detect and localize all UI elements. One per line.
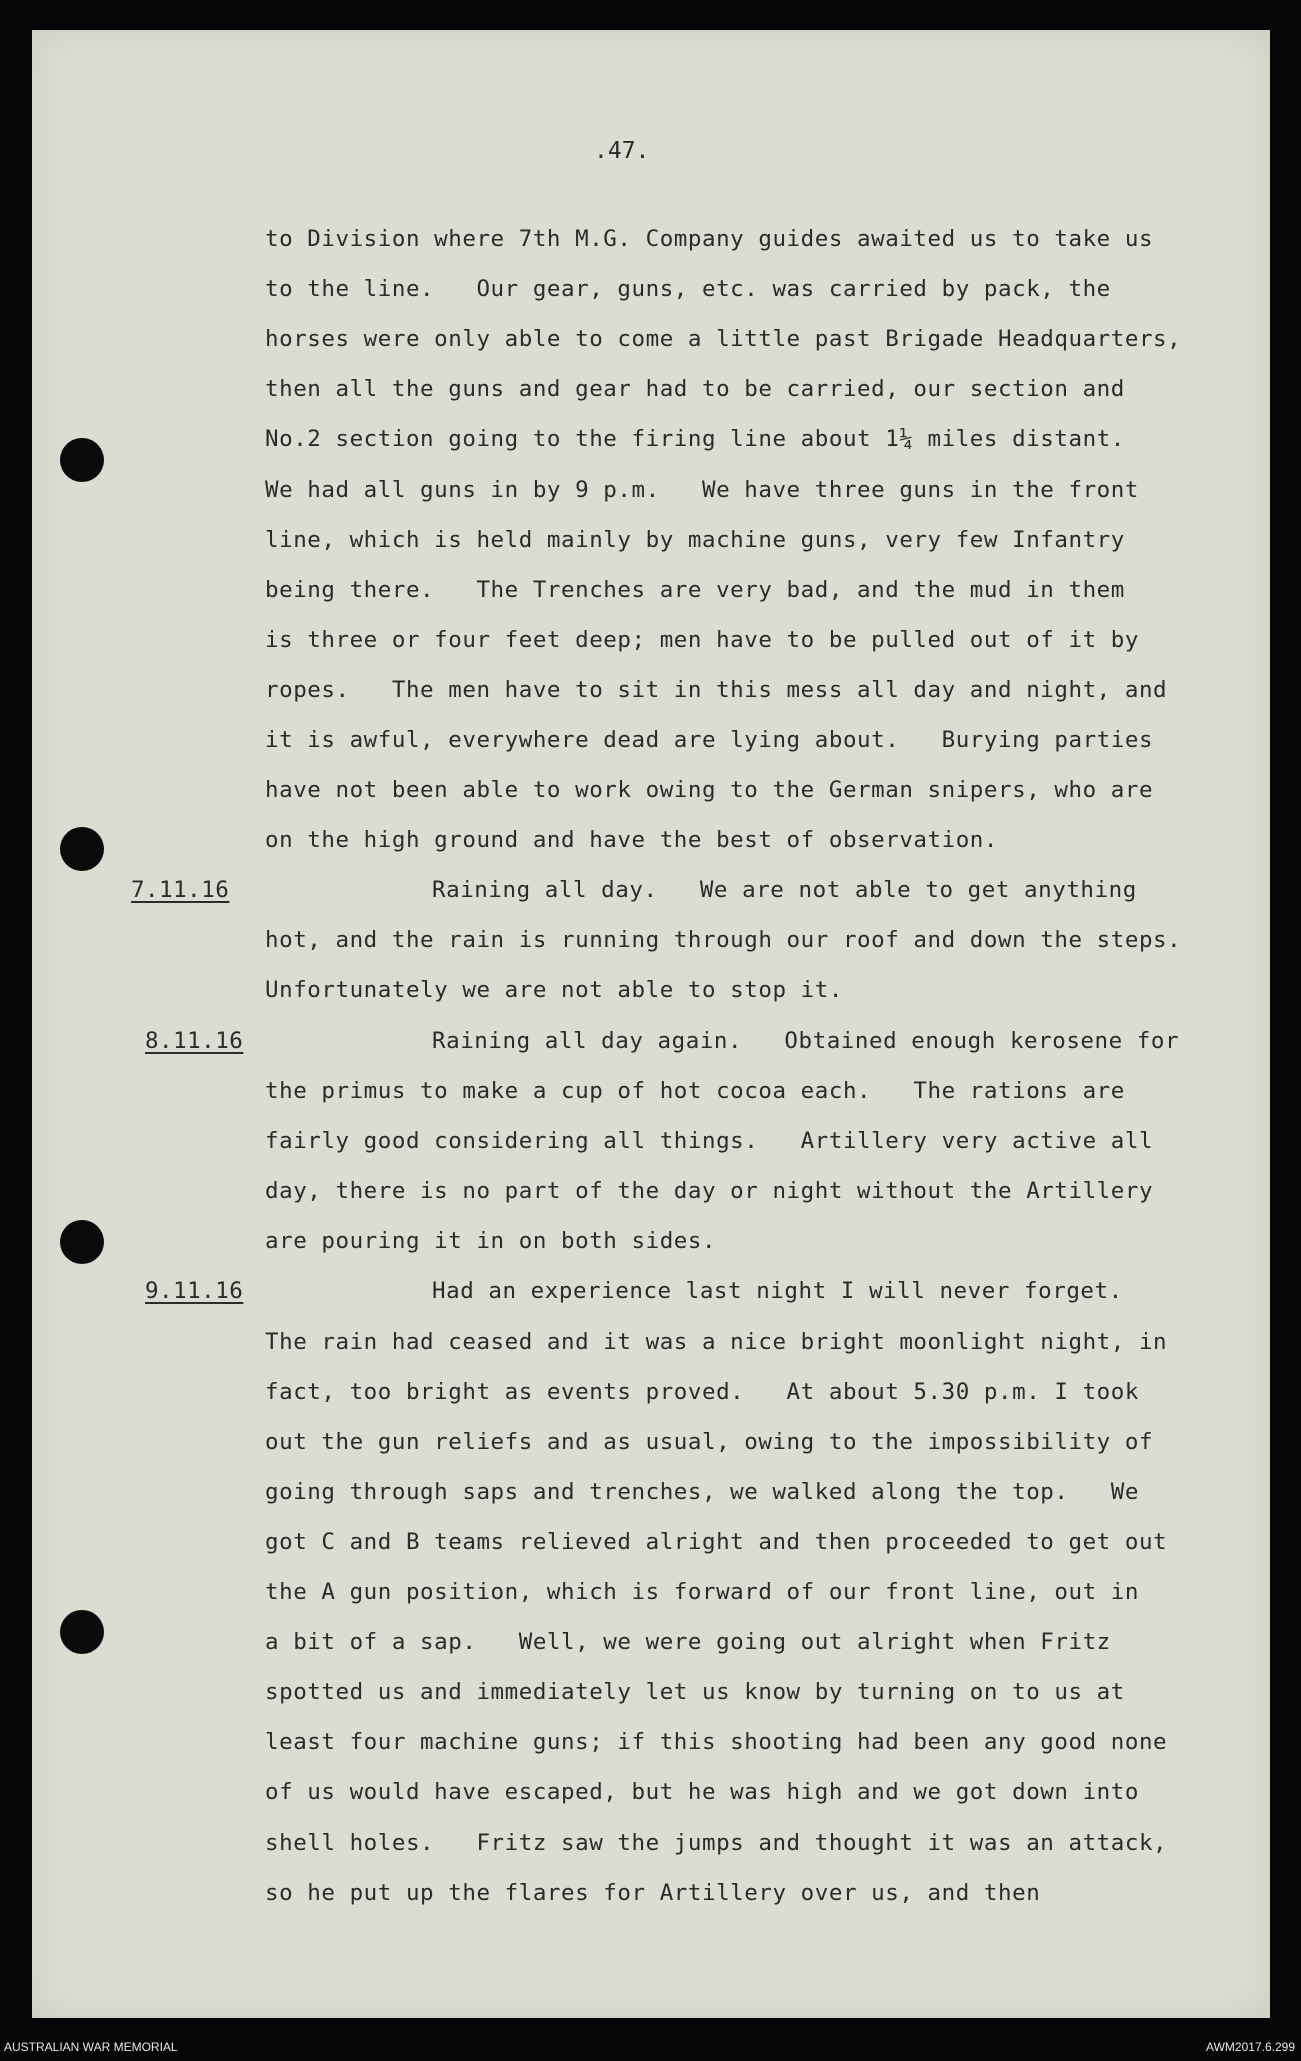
- text-line: to the line. Our gear, guns, etc. was carried by pack, the: [265, 276, 1111, 302]
- text-line: Had an experience last night I will never forget.: [432, 1278, 1123, 1304]
- text-line: horses were only able to come a little past Brigade Headquarters,: [265, 326, 1182, 352]
- punch-hole: [60, 438, 104, 482]
- punch-hole: [60, 1610, 104, 1654]
- text-line: so he put up the flares for Artillery over us, and then: [265, 1880, 1041, 1906]
- punch-hole: [60, 827, 104, 871]
- text-line: to Division where 7th M.G. Company guides awaited us to take us: [265, 226, 1154, 252]
- archive-reference: AWM2017.6.299: [1206, 2040, 1295, 2054]
- entry-date: 7.11.16: [131, 877, 230, 903]
- text-line: got C and B teams relieved alright and then proceeded to get out: [265, 1529, 1168, 1555]
- text-line: spotted us and immediately let us know by turning on to us at: [265, 1679, 1125, 1705]
- text-line: have not been able to work owing to the German snipers, who are: [265, 777, 1154, 803]
- text-line: it is awful, everywhere dead are lying about. Burying parties: [265, 727, 1154, 753]
- punch-hole: [60, 1220, 104, 1264]
- text-line: Unfortunately we are not able to stop it.: [265, 977, 843, 1003]
- text-line: Raining all day. We are not able to get anything: [432, 877, 1137, 903]
- text-line: Raining all day again. Obtained enough kerosene for: [432, 1028, 1180, 1054]
- text-line: the primus to make a cup of hot cocoa each. The rations are: [265, 1078, 1125, 1104]
- text-line: hot, and the rain is running through our roof and down the steps.: [265, 927, 1182, 953]
- text-line: fairly good considering all things. Artillery very active all: [265, 1128, 1154, 1154]
- text-line: on the high ground and have the best of observation.: [265, 827, 998, 853]
- text-line: is three or four feet deep; men have to be pulled out of it by: [265, 627, 1139, 653]
- text-line: of us would have escaped, but he was high and we got down into: [265, 1779, 1139, 1805]
- text-line: line, which is held mainly by machine guns, very few Infantry: [265, 527, 1125, 553]
- text-line: shell holes. Fritz saw the jumps and thought it was an attack,: [265, 1830, 1168, 1856]
- page-number: .47.: [594, 138, 650, 164]
- text-line: out the gun reliefs and as usual, owing to the impossibility of: [265, 1429, 1154, 1455]
- text-line: day, there is no part of the day or night without the Artillery: [265, 1178, 1154, 1204]
- text-line: then all the guns and gear had to be carried, our section and: [265, 376, 1125, 402]
- text-line: ropes. The men have to sit in this mess all day and night, and: [265, 677, 1168, 703]
- text-line: the A gun position, which is forward of our front line, out in: [265, 1579, 1139, 1605]
- text-line: No.2 section going to the firing line about 1¼ miles distant.: [265, 426, 1125, 452]
- entry-date: 8.11.16: [145, 1028, 244, 1054]
- text-line: a bit of a sap. Well, we were going out alright when Fritz: [265, 1629, 1111, 1655]
- entry-date: 9.11.16: [145, 1278, 244, 1304]
- text-line: being there. The Trenches are very bad, and the mud in them: [265, 577, 1125, 603]
- text-line: going through saps and trenches, we walked along the top. We: [265, 1479, 1139, 1505]
- text-line: are pouring it in on both sides.: [265, 1228, 717, 1254]
- text-line: We had all guns in by 9 p.m. We have three guns in the front: [265, 477, 1139, 503]
- text-line: least four machine guns; if this shooting had been any good none: [265, 1729, 1168, 1755]
- text-line: fact, too bright as events proved. At about 5.30 p.m. I took: [265, 1379, 1139, 1405]
- text-line: The rain had ceased and it was a nice bright moonlight night, in: [265, 1329, 1168, 1355]
- archive-credit: AUSTRALIAN WAR MEMORIAL: [4, 2040, 178, 2054]
